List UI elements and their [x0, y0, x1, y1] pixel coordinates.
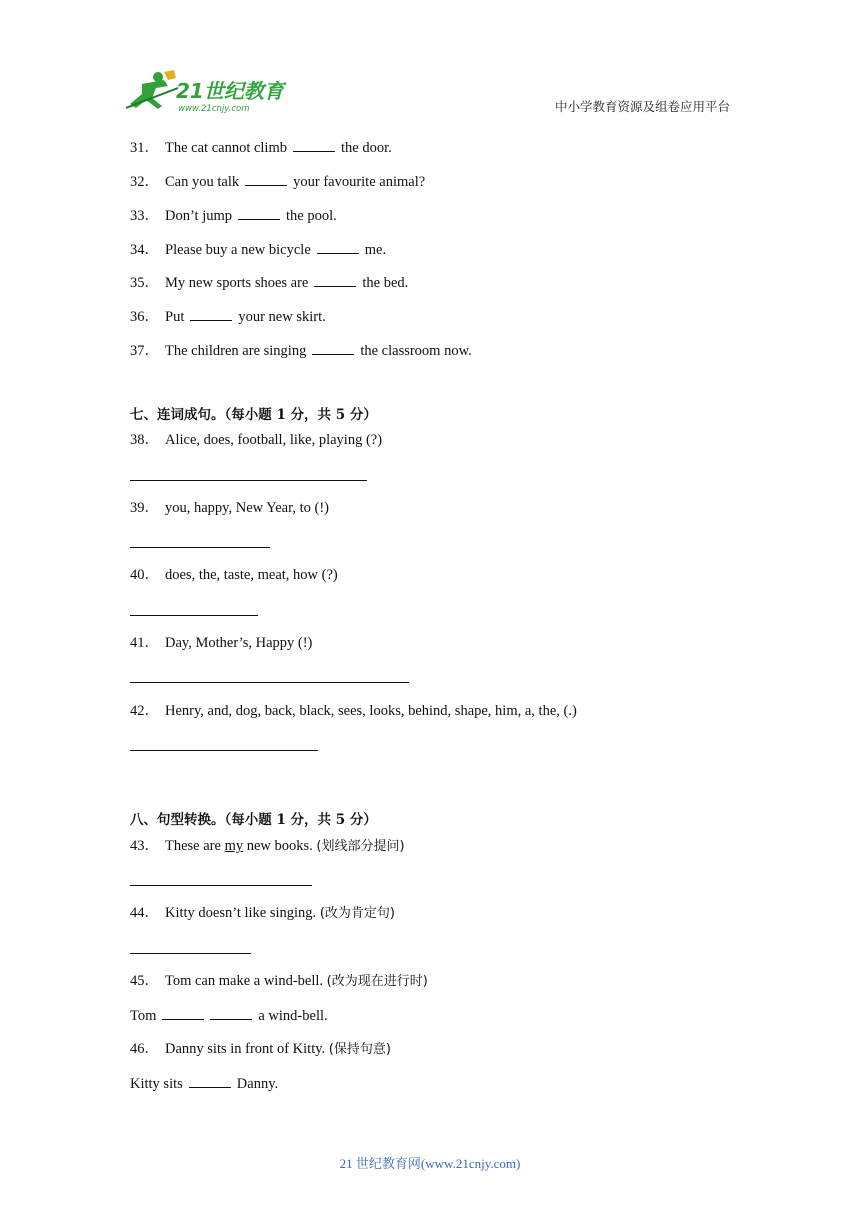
question-41: 41． Day, Mother’s, Happy (!): [130, 635, 313, 651]
answer-line-41[interactable]: [130, 682, 409, 683]
answer-line-38[interactable]: [130, 480, 367, 481]
answer-blank[interactable]: [189, 1074, 231, 1088]
question-40: 40． does, the, taste, meat, how (?): [130, 567, 338, 583]
question-37: 37． The children are singing the classroom now.: [130, 343, 472, 359]
question-35: 35． My new sports shoes are the bed.: [130, 275, 409, 291]
answer-line-42[interactable]: [130, 750, 318, 751]
question-33: 33． Don’t jump the pool.: [130, 208, 337, 224]
logo-title: 21世纪教育: [176, 79, 284, 103]
answer-blank[interactable]: [312, 341, 354, 355]
question-34: 34． Please buy a new bicycle me.: [130, 242, 387, 258]
page-footer: 21 世纪教育网(www.21cnjy.com): [339, 1156, 521, 1171]
answer-blank[interactable]: [162, 1006, 204, 1020]
answer-blank[interactable]: [190, 307, 232, 321]
answer-blank[interactable]: [245, 172, 287, 186]
answer-blank[interactable]: [293, 138, 335, 152]
answer-line-40[interactable]: [130, 615, 258, 616]
runner-logo-icon: [122, 68, 292, 116]
question-44: 44． Kitty doesn’t like singing. (改为肯定句): [130, 905, 395, 921]
section-7-heading: 七、连词成句。（每小题 1 分，共 5 分）: [130, 407, 377, 423]
question-38: 38． Alice, does, football, like, playing (?): [130, 432, 383, 448]
logo: [122, 68, 292, 116]
question-32: 32． Can you talk your favourite animal?: [130, 174, 426, 190]
answer-line-39[interactable]: [130, 547, 270, 548]
logo-url: www.21cnjy.com: [178, 104, 250, 114]
question-31: 31． The cat cannot climb the door.: [130, 140, 392, 156]
question-46: 46． Danny sits in front of Kitty. (保持句意): [130, 1041, 391, 1057]
platform-name: 中小学教育资源及组卷应用平台: [554, 99, 730, 114]
answer-blank[interactable]: [210, 1006, 252, 1020]
answer-46: Kitty sits Danny.: [130, 1076, 279, 1092]
answer-45: Tom a wind-bell.: [130, 1008, 328, 1024]
question-45: 45． Tom can make a wind-bell. (改为现在进行时): [130, 973, 428, 989]
section-8-heading: 八、句型转换。（每小题 1 分，共 5 分）: [130, 812, 377, 828]
question-43: 43． These are my new books. (划线部分提问): [130, 838, 405, 854]
answer-blank[interactable]: [317, 240, 359, 254]
answer-line-44[interactable]: [130, 953, 251, 954]
underlined-word: my: [224, 838, 244, 854]
question-42: 42． Henry, and, dog, back, black, sees, looks, behind, shape, him, a, the, (.): [130, 703, 577, 719]
answer-line-43[interactable]: [130, 885, 312, 886]
answer-blank[interactable]: [238, 206, 280, 220]
question-39: 39． you, happy, New Year, to (!): [130, 500, 329, 516]
page-header: [0, 0, 860, 120]
question-36: 36． Put your new skirt.: [130, 309, 326, 325]
answer-blank[interactable]: [314, 273, 356, 287]
